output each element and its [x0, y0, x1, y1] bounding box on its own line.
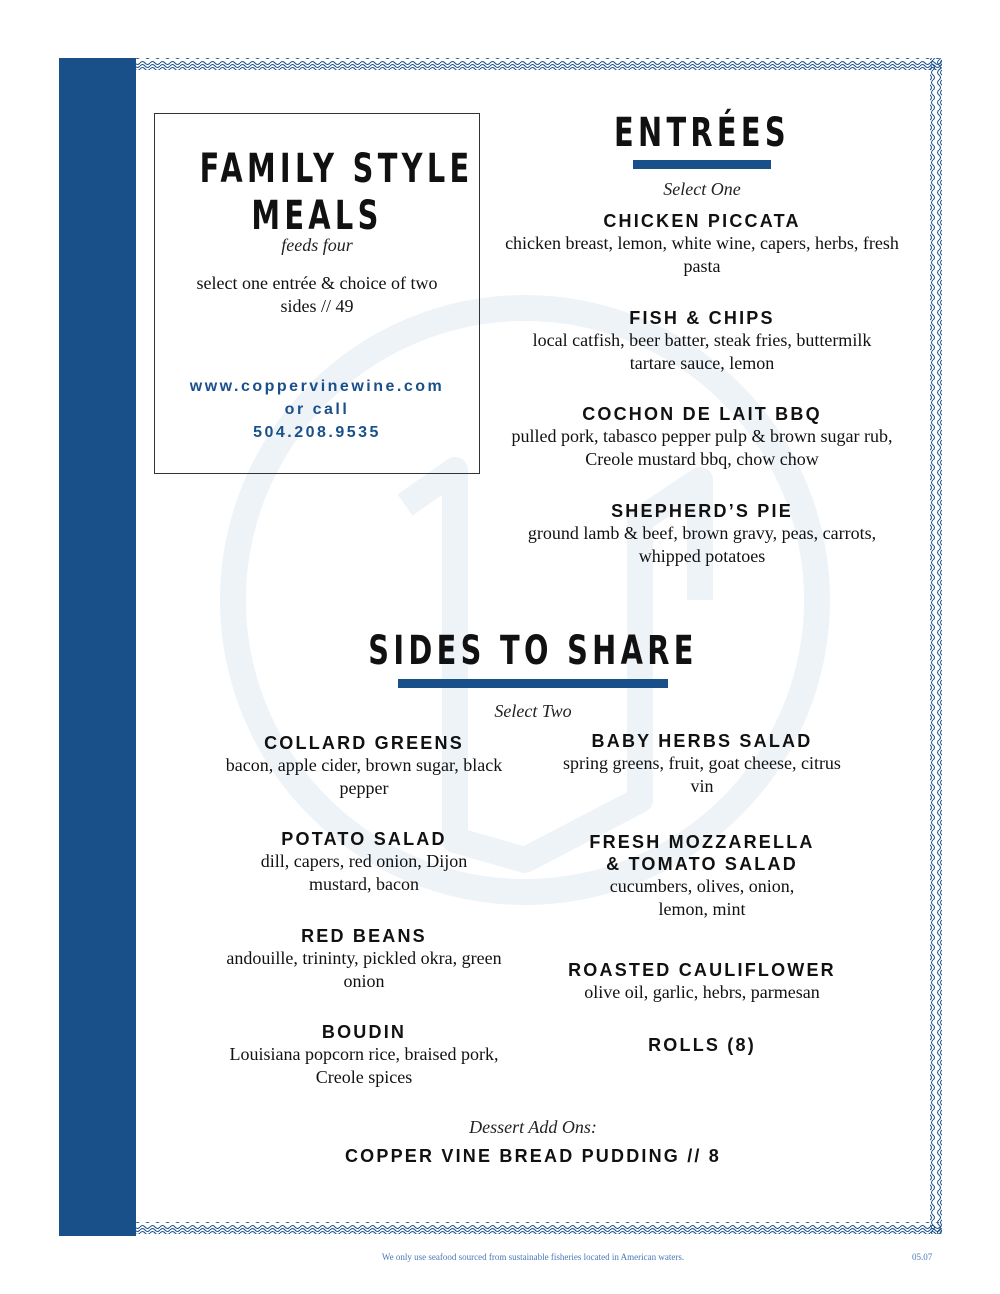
side-item — [547, 731, 857, 798]
side-item — [547, 832, 857, 921]
side-description: bacon, apple cider, brown sugar, black pepper — [225, 755, 503, 798]
family-style-title-line1: FAMILY STYLE — [199, 146, 474, 192]
side-item — [209, 733, 519, 800]
entree-item — [497, 404, 907, 471]
side-title-line2: & TOMATO SALAD — [606, 854, 798, 874]
side-title: BOUDIN — [321, 1022, 407, 1042]
sides-heading: SIDES TO SHARE — [368, 628, 698, 674]
or-call: or call — [284, 401, 350, 418]
entree-item — [497, 501, 907, 568]
side-item — [547, 960, 857, 1004]
entree-title: SHEPHERD’S PIE — [611, 501, 793, 521]
sides-instruction: Select Two — [494, 701, 572, 721]
dessert-item: COPPER VINE BREAD PUDDING // 8 — [344, 1146, 722, 1166]
entree-title: FISH & CHIPS — [629, 308, 775, 328]
dessert-label: Dessert Add Ons: — [469, 1117, 597, 1137]
side-title: COLLARD GREENS — [264, 733, 464, 753]
entree-description: ground lamb & beef, brown gravy, peas, carrots, whipped potatoes — [527, 523, 877, 566]
side-description: dill, capers, red onion, Dijon mustard, bacon — [260, 851, 468, 894]
entree-title: COCHON DE LAIT BBQ — [582, 404, 822, 424]
phone-number[interactable]: 504.208.9535 — [253, 424, 381, 441]
side-description: spring greens, fruit, goat cheese, citrus vin — [563, 753, 841, 796]
family-style-description: select one entrée & choice of two sides // 49 — [196, 273, 438, 316]
side-title: POTATO SALAD — [281, 829, 447, 849]
entree-description: local catfish, beer batter, steak fries, buttermilk tartare sauce, lemon — [532, 330, 872, 373]
entree-item — [497, 211, 907, 278]
entrees-underline — [633, 160, 771, 169]
side-item — [209, 926, 519, 993]
website-link[interactable]: www.coppervinewine.com — [189, 378, 445, 395]
side-title: FRESH MOZZARELLA — [589, 832, 815, 852]
family-style-title — [199, 146, 474, 240]
side-title: ROASTED CAULIFLOWER — [568, 960, 836, 980]
side-item — [547, 1035, 857, 1056]
footer-note: We only use seafood sourced from sustainable fisheries located in American waters. — [381, 1252, 685, 1262]
entrees-instruction: Select One — [663, 179, 741, 199]
side-description: andouille, trininty, pickled okra, green onion — [226, 948, 502, 991]
side-description: Louisiana popcorn rice, braised pork, Creole spices — [229, 1044, 499, 1087]
sides-underline — [398, 679, 668, 688]
entree-item — [497, 308, 907, 375]
family-style-title-line2: MEALS — [251, 193, 383, 239]
entrees-heading: ENTRÉES — [614, 110, 790, 156]
side-description: olive oil, garlic, hebrs, parmesan — [584, 982, 820, 1002]
side-item — [209, 1022, 519, 1089]
side-title: BABY HERBS SALAD — [591, 731, 813, 751]
entree-description: pulled pork, tabasco pepper pulp & brown sugar rub, Creole mustard bbq, chow chow — [511, 426, 893, 469]
entree-description: chicken breast, lemon, white wine, capers, herbs, fresh pasta — [505, 233, 899, 276]
side-description: cucumbers, olives, onion, lemon, mint — [609, 876, 795, 919]
entree-title: CHICKEN PICCATA — [603, 211, 801, 231]
feeds-four: feeds four — [281, 235, 353, 255]
side-item — [209, 829, 519, 896]
footer-code: 05.07 — [912, 1252, 933, 1262]
side-title: RED BEANS — [301, 926, 427, 946]
side-title: ROLLS (8) — [648, 1035, 756, 1055]
